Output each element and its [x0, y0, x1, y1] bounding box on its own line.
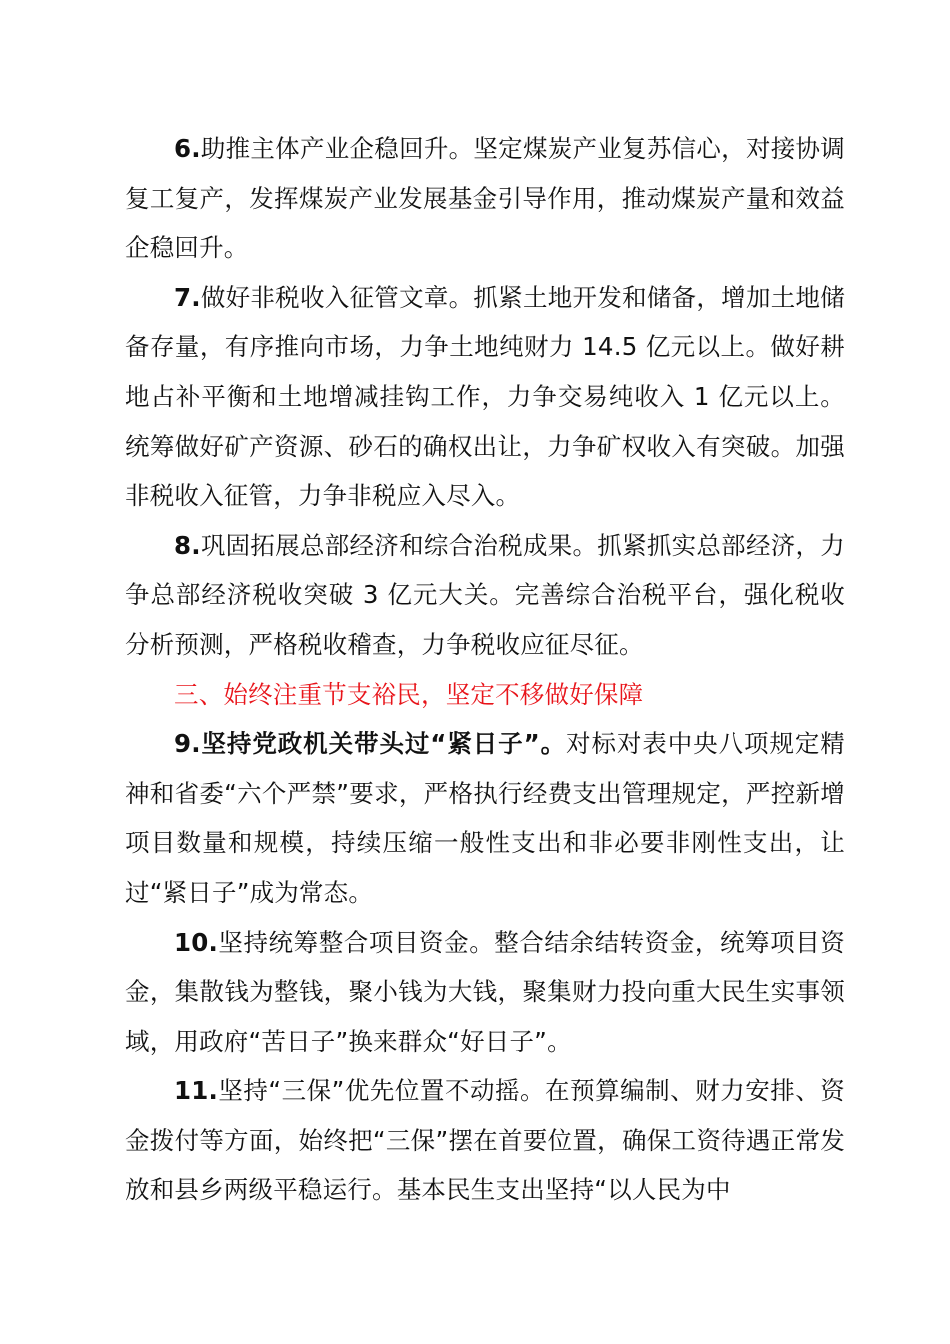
item-number: 7. — [174, 282, 201, 312]
paragraph-text: 做好非税收入征管文章。抓紧土地开发和储备，增加土地储备存量，有序推向市场，力争土地纯财力 14.5 亿元以上。做好耕地占补平衡和土地增减挂钩工作，力争交易纯收入 1 亿元以上。统筹做好矿产资源、砂石的确权出让，力争矿权收入有突破。加强非税收入征管，力争非税应入尽入。 — [125, 282, 845, 511]
paragraph-item-8 — [125, 521, 845, 670]
item-number: 8. — [174, 530, 201, 560]
document-body — [125, 124, 845, 1215]
paragraph-item-11 — [125, 1066, 845, 1215]
paragraph-text: 巩固拓展总部经济和综合治税成果。抓紧抓实总部经济，力争总部经济税收突破 3 亿元大关。完善综合治税平台，强化税收分析预测，严格税收稽查，力争税收应征尽征。 — [125, 530, 845, 659]
paragraph-text: 坚持统筹整合项目资金。整合结余结转资金，统筹项目资金，集散钱为整钱，聚小钱为大钱，聚集财力投向重大民生实事领域，用政府“苦日子”换来群众“好日子”。 — [125, 927, 845, 1056]
paragraph-item-6 — [125, 124, 845, 273]
section-heading: 三、始终注重节支裕民，坚定不移做好保障 — [174, 679, 644, 709]
item-number: 6. — [174, 134, 201, 163]
item-number: 11. — [174, 1076, 219, 1106]
paragraph-text: 对标对表中央八项规定精神和省委“六个严禁”要求，严格执行经费支出管理规定，严控新增项目数量和规模，持续压缩一般性支出和非必要非刚性支出，让过“紧日子”成为常态。 — [125, 729, 845, 907]
paragraph-item-10 — [125, 918, 845, 1067]
paragraph-text: 坚持“三保”优先位置不动摇。在预算编制、财力安排、资金拨付等方面，始终把“三保”摆在首要位置，确保工资待遇正常发放和县乡两级平稳运行。基本民生支出坚持“以人民为中 — [125, 1076, 845, 1205]
paragraph-text: 助推主体产业企稳回升。坚定煤炭产业复苏信心，对接协调复工复产，发挥煤炭产业发展基金引导作用，推动煤炭产量和效益企稳回升。 — [125, 134, 845, 263]
item-lead: 9.坚持党政机关带头过“紧日子”。 — [174, 729, 567, 759]
item-number: 10. — [174, 927, 219, 957]
paragraph-item-9 — [125, 719, 845, 917]
paragraph-item-7 — [125, 273, 845, 521]
